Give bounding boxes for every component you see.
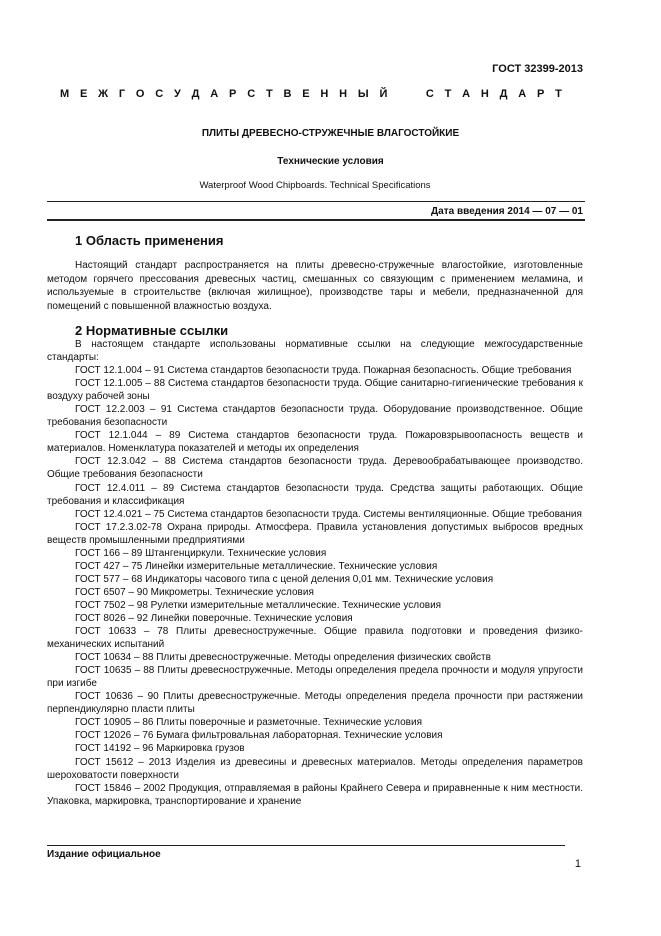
banner-letter: Ж	[98, 88, 109, 100]
reference-item: ГОСТ 577 – 68 Индикаторы часового типа с ценой деления 0,01 мм. Технические условия	[75, 573, 494, 585]
header-rule-bottom	[47, 219, 585, 221]
banner-letter: Е	[302, 88, 310, 100]
banner-letter: Г	[118, 88, 126, 100]
banner-letter: О	[135, 88, 145, 100]
banner-letter: Т	[265, 88, 273, 100]
banner-letter: Н	[339, 88, 348, 100]
reference-item: ГОСТ 12.4.021 – 75 Система стандартов безопасности труда. Системы вентиляционные. Общие требования	[75, 508, 582, 520]
reference-item: ГОСТ 14192 – 96 Маркировка грузов	[75, 743, 245, 755]
document-subtitle: Технические условия	[277, 156, 384, 167]
english-title: Waterproof Wood Chipboards. Technical Specifications	[199, 180, 431, 191]
reference-item: ГОСТ 15612 – 2013 Изделия из древесины и древесных материалов. Методы определения параметров шероховатости поверхности	[47, 756, 583, 781]
banner-letter: Р	[537, 88, 545, 100]
section-1-heading: 1 Область применения	[75, 233, 224, 248]
section-1-text: Настоящий стандарт распространяется на плиты древесно-стружечные влагостойкие, изготовленные методом горячего прессования древесных частиц, смешанных со связующим с применением меламина, и используемые в строительстве (включая жилищное), производстве тары и мебели, предназначенной для помещений с повышенной влажностью воздуха.	[47, 260, 583, 312]
banner-letter	[412, 88, 415, 100]
banner-letter: В	[283, 88, 292, 100]
banner-letter: Н	[320, 88, 329, 100]
reference-item: ГОСТ 15846 – 2002 Продукция, отправляемая в районы Крайнего Севера и приравненные к ним местности. Упаковка, маркировка, транспортирование и хранение	[47, 782, 583, 807]
reference-item: ГОСТ 166 – 89 Штангенциркули. Технические условия	[75, 547, 327, 559]
reference-item: ГОСТ 12.2.003 – 91 Система стандартов безопасности труда. Оборудование производственное. Общие требования безопасности	[47, 404, 583, 429]
banner-letter: А	[210, 88, 219, 100]
banner-letter: А	[518, 88, 527, 100]
reference-item: ГОСТ 12.1.005 – 88 Система стандартов безопасности труда. Общие санитарно-гигиенические требования к воздуху рабочей зоны	[47, 378, 583, 403]
introduction-date: Дата введения 2014 — 07 — 01	[431, 206, 583, 217]
edition-label: Издание официальное	[47, 849, 161, 860]
reference-item: ГОСТ 12026 – 76 Бумага фильтровальная лабораторная. Технические условия	[75, 730, 443, 742]
reference-item: ГОСТ 427 – 75 Линейки измерительные металлические. Технические условия	[75, 560, 438, 572]
reference-item: ГОСТ 10634 – 88 Плиты древесностружечные. Методы определения физических свойств	[75, 652, 491, 664]
reference-item: ГОСТ 12.1.044 – 89 Система стандартов безопасности труда. Пожаровзрывоопасность веществ и материалов. Номенклатура показателей и методы их определения	[47, 430, 583, 455]
section-2-heading: 2 Нормативные ссылки	[75, 323, 229, 338]
banner-letter: С	[425, 88, 434, 100]
reference-item: ГОСТ 7502 – 98 Рулетки измерительные металлические. Технические условия	[75, 599, 442, 611]
banner-letter: Д	[191, 88, 200, 100]
banner-letter: У	[174, 88, 181, 100]
section-1-body	[47, 259, 583, 313]
banner-letter: С	[155, 88, 164, 100]
footer-rule	[47, 845, 565, 846]
banner-letter: М	[60, 88, 70, 100]
reference-item: ГОСТ 17.2.3.02-78 Охрана природы. Атмосфера. Правила установления допустимых выбросов вредных веществ промышленными предприятиями	[47, 521, 583, 546]
banner-letter: Т	[444, 88, 452, 100]
banner-letter: Е	[79, 88, 88, 100]
reference-item: ГОСТ 12.3.042 – 88 Система стандартов безопасности труда. Деревообрабатывающее производство. Общие требования безопасности	[47, 456, 583, 481]
reference-item: ГОСТ 6507 – 90 Микрометры. Технические условия	[75, 586, 314, 598]
reference-item: ГОСТ 10635 – 88 Плиты древесностружечные. Методы определения предела прочности и модуля упругости при изгибе	[47, 665, 583, 690]
document-title: ПЛИТЫ ДРЕВЕСНО-СТРУЖЕЧНЫЕ ВЛАГОСТОЙКИЕ	[201, 128, 460, 139]
banner-letter: Ы	[357, 88, 369, 100]
page-number: 1	[574, 858, 581, 870]
reference-item: ГОСТ 10633 – 78 Плиты древесностружечные. Общие правила подготовки и проведения физико-механических испытаний	[47, 626, 583, 651]
banner-letter: Д	[499, 88, 508, 100]
reference-item: ГОСТ 10636 – 90 Плиты древесностружечные. Методы определения предела прочности при растяжении перпендикулярно пласти плиты	[47, 691, 583, 716]
banner-letter: Й	[379, 88, 388, 100]
banner-letter: Н	[480, 88, 489, 100]
section-2-intro: В настоящем стандарте использованы нормативные ссылки на следующие межгосударственные стандарты:	[47, 339, 583, 364]
banner-letter: С	[247, 88, 256, 100]
reference-item: ГОСТ 12.4.011 – 89 Система стандартов безопасности труда. Средства защиты работающих. Общие требования и классификация	[47, 482, 583, 507]
references-list	[47, 364, 583, 808]
reference-item: ГОСТ 10905 – 86 Плиты поверочные и разметочные. Технические условия	[75, 717, 422, 729]
header-rule-top	[47, 201, 585, 202]
interstate-standard-banner	[60, 88, 562, 100]
banner-letter: А	[462, 88, 471, 100]
reference-item: ГОСТ 12.1.004 – 91 Система стандартов безопасности труда. Пожарная безопасность. Общие требования	[75, 365, 572, 377]
reference-item: ГОСТ 8026 – 92 Линейки поверочные. Технические условия	[75, 612, 353, 624]
normative-references	[47, 338, 583, 808]
banner-letter: Р	[229, 88, 237, 100]
document-number: ГОСТ 32399-2013	[492, 63, 583, 75]
banner-letter: Т	[555, 88, 562, 100]
banner-letter	[398, 88, 401, 100]
